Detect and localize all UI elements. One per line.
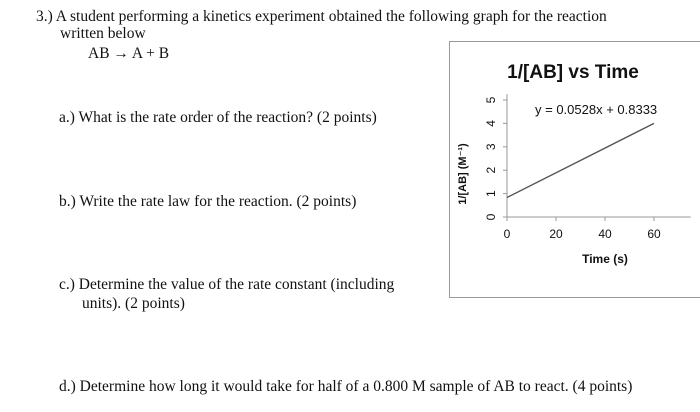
series-line-0 (507, 123, 654, 197)
y-tick-label-0: 0 (484, 213, 498, 221)
y-axis-label: 1/[AB] (M⁻¹) (457, 143, 469, 205)
question-3-heading-line2: written below (60, 25, 146, 42)
question-part-b: b.) Write the rate law for the reaction. (2 points) (59, 193, 357, 210)
kinetics-chart (450, 42, 700, 297)
y-tick-label-3: 3 (484, 143, 498, 151)
y-tick-label-1: 1 (484, 190, 498, 197)
reaction-equation: AB → A + B (88, 45, 170, 62)
x-tick-label-0: 0 (503, 227, 511, 241)
x-tick-label-20: 20 (549, 227, 563, 241)
y-tick-label-2: 2 (484, 166, 498, 174)
y-tick-label-5: 5 (484, 96, 498, 104)
chart-title: 1/[AB] vs Time (507, 62, 639, 83)
x-tick-label-60: 60 (647, 227, 661, 241)
question-part-d: d.) Determine how long it would take for half of a 0.800 M sample of AB to react. (4 points) (59, 378, 633, 395)
x-tick-label-40: 40 (598, 227, 612, 241)
question-part-a: a.) What is the rate order of the reaction? (2 points) (59, 109, 377, 126)
question-3-heading-line1: 3.) A student performing a kinetics experiment obtained the following graph for the reaction (36, 8, 607, 25)
trendline-equation: y = 0.0528x + 0.8333 (535, 102, 658, 117)
chart-frame (449, 41, 700, 298)
question-part-c-line2: units). (2 points) (82, 295, 185, 312)
question-part-c-line1: c.) Determine the value of the rate constant (including (59, 276, 395, 293)
x-axis-label: Time (s) (582, 252, 628, 266)
y-tick-label-4: 4 (484, 120, 498, 127)
